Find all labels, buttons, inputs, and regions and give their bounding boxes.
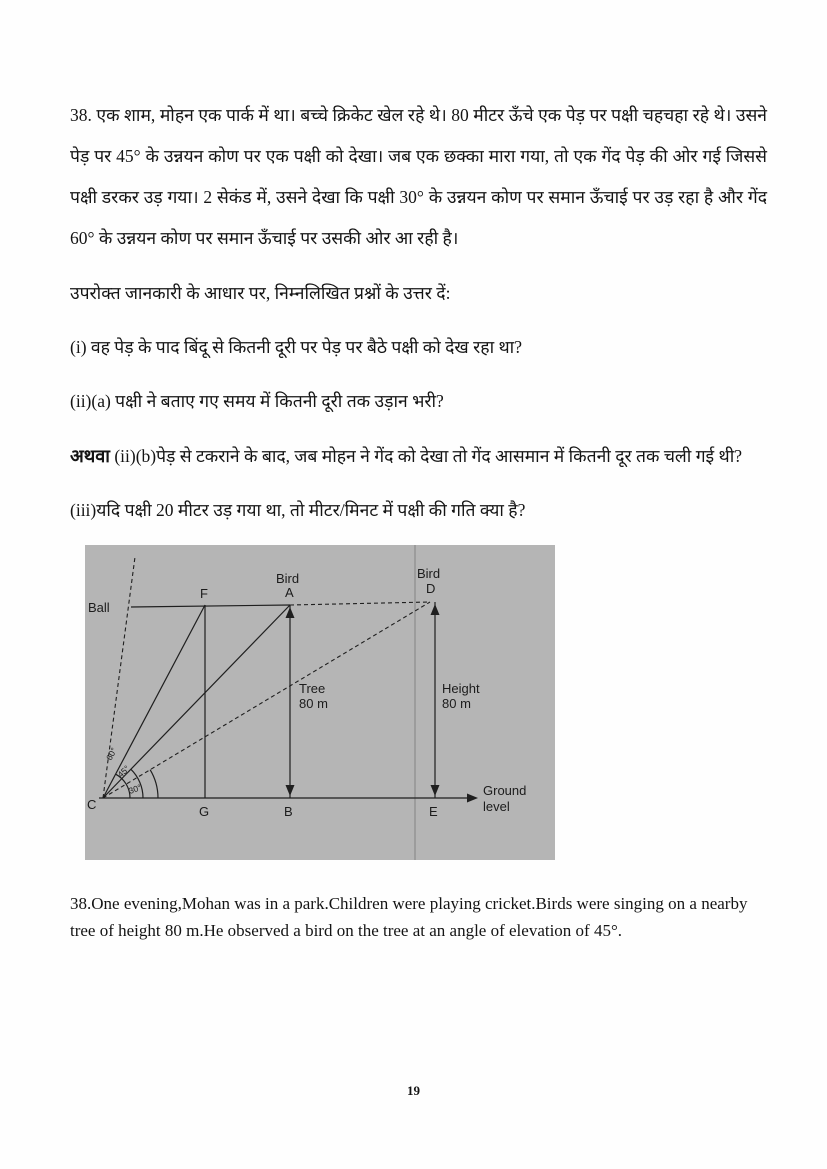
tree-height-value: 80 m [299, 695, 328, 711]
tree-label: Tree [299, 680, 326, 696]
page-number: 19 [407, 1083, 420, 1098]
point-b-label: B [284, 803, 293, 819]
angle-30-label: 30° [127, 781, 143, 796]
ground-label-line1: Ground [483, 782, 527, 798]
angle-45-label: 45° [115, 762, 132, 780]
geometry-figure-svg [85, 545, 555, 860]
point-g-label: G [199, 803, 210, 819]
geometry-figure [85, 545, 555, 860]
height-label: Height [442, 680, 480, 696]
question-iii: (iii)यदि पक्षी 20 मीटर उड़ गया था, तो मीटर/मिनट में पक्षी की गति क्या है? [70, 499, 526, 520]
bird-a-label: Bird [276, 570, 300, 586]
bird-d-label: Bird [417, 565, 441, 581]
height-value: 80 m [442, 695, 471, 711]
ball-label: Ball [88, 599, 110, 615]
ground-label-line2: level [483, 798, 510, 814]
question-i: (i) वह पेड़ के पाद बिंदू से कितनी दूरी पर पेड़ पर बैठे पक्षी को देख रहा था? [70, 336, 522, 357]
instruction-line: उपरोक्त जानकारी के आधार पर, निम्नलिखित प्रश्नों के उत्तर दें: [70, 282, 451, 303]
or-label: अथवा [70, 445, 110, 466]
question-paragraph-english: 38.One evening,Mohan was in a park.Children were playing cricket.Birds were singing on a nearby tree of height 80 m.He observed a bird on the tree at an angle of elevation of 45°. [70, 893, 748, 941]
angle-60-label: 60° [103, 745, 119, 762]
point-f-label: F [200, 585, 208, 601]
point-a-label: A [285, 584, 294, 600]
question-paragraph-hindi: 38. एक शाम, मोहन एक पार्क में था। बच्चे क्रिकेट खेल रहे थे। 80 मीटर ऊँचे एक पेड़ पर पक्षी चहचहा रहे थे। उसने पेड़ पर 45° के उन्नयन कोण पर एक पक्षी को देखा। जब एक छक्का मारा गया, तो एक गेंद पेड़ की ओर गई जिससे पक्षी डरकर उड़ गया। 2 सेकंड में, उसने देखा कि पक्षी 30° के उन्नयन कोण पर समान ऊँचाई पर उड़ रहा है और गेंद 60° के उन्नयन कोण पर समान ऊँचाई पर उसकी ओर आ रही है। [70, 105, 767, 248]
question-ii-b-line [70, 435, 767, 477]
question-ii-b: (ii)(b)पेड़ से टकराने के बाद, जब मोहन ने गेंद को देखा तो गेंद आसमान में कितनी दूर तक चली गई थी? [109, 445, 743, 466]
point-c-label: C [87, 796, 97, 812]
question-ii-a: (ii)(a) पक्षी ने बताए गए समय में कितनी दूरी तक उड़ान भरी? [70, 390, 444, 411]
point-d-label: D [426, 580, 436, 596]
point-e-label: E [429, 803, 438, 819]
